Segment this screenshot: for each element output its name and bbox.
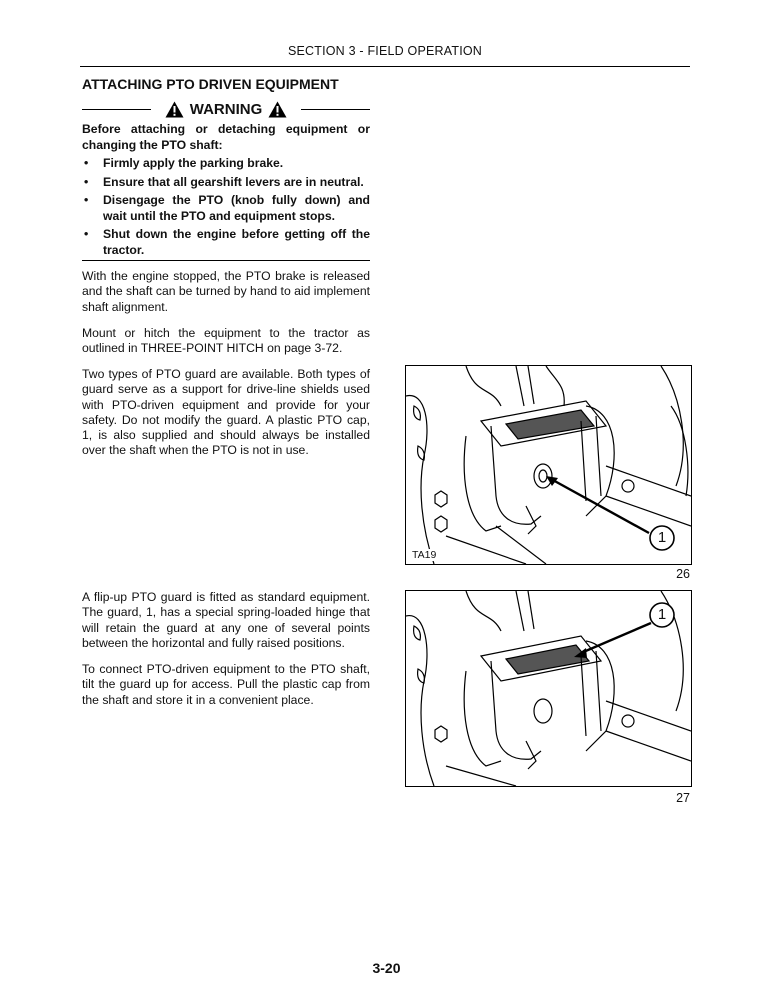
figure-pto-cap <box>405 365 692 565</box>
warning-label: WARNING <box>189 100 263 118</box>
figure-code: TA19 <box>412 549 437 561</box>
paragraph-pto-guard-types: Two types of PTO guard are available. Both types of guard serve as a support for drive-line shields used with PTO-driven equipment and provide for your safety. Do not modify the guard. A plastic PTO cap, 1, is also supplied and should always be installed over the shaft when the PTO is not in use. <box>82 367 370 458</box>
bullet: • <box>84 156 89 170</box>
warning-rule-left <box>82 109 151 110</box>
warning-text <box>82 122 370 261</box>
paragraph-connect-equipment: To connect PTO-driven equipment to the PTO shaft, tilt the guard up for access. Pull the plastic cap from the shaft and store it in a convenient place. <box>82 662 370 707</box>
warning-rule-right <box>301 109 370 110</box>
warning-intro: Before attaching or detaching equipment or changing the PTO shaft: <box>82 122 370 152</box>
warning-end-rule <box>82 260 370 261</box>
warning-triangle-icon <box>268 101 287 118</box>
figure-number: 26 <box>676 567 690 581</box>
warning-item: • Firmly apply the parking brake. <box>84 156 284 170</box>
paragraph-mount-equipment: Mount or hitch the equipment to the tractor as outlined in THREE-POINT HITCH on page 3-72. <box>82 326 370 356</box>
bullet: • <box>84 193 89 207</box>
warning-item: • Ensure that all gearshift levers are in neutral. <box>84 174 364 189</box>
warning-item: • Disengage the PTO (knob fully down) and wait until the PTO and equipment stops. <box>84 193 370 223</box>
warning-item: • Shut down the engine before getting off the tractor. <box>84 227 370 257</box>
section-header-text: SECTION 3 - FIELD OPERATION <box>287 44 483 58</box>
paragraph-pto-brake: With the engine stopped, the PTO brake is released and the shaft can be turned by hand to aid implement shaft alignment. <box>82 269 370 314</box>
bullet: • <box>84 174 89 189</box>
figure-callout-number: 1 <box>657 529 667 546</box>
page-title: ATTACHING PTO DRIVEN EQUIPMENT <box>82 76 339 92</box>
warning-list <box>82 156 370 258</box>
figure-flip-up-guard <box>405 590 692 787</box>
warning-triangle-icon <box>165 101 184 118</box>
figure-number: 27 <box>676 791 690 805</box>
paragraph-flip-up-guard: A flip-up PTO guard is fitted as standard equipment. The guard, 1, has a special spring-loaded hinge that will retain the guard at any one of several points between the horizontal and fully raised positions. <box>82 590 370 650</box>
figure-callout-number: 1 <box>657 606 667 623</box>
section-header <box>80 44 690 67</box>
bullet: • <box>84 227 89 241</box>
warning-bar <box>82 99 370 119</box>
page-number: 3-20 <box>372 960 401 976</box>
warning-heading <box>165 101 288 118</box>
